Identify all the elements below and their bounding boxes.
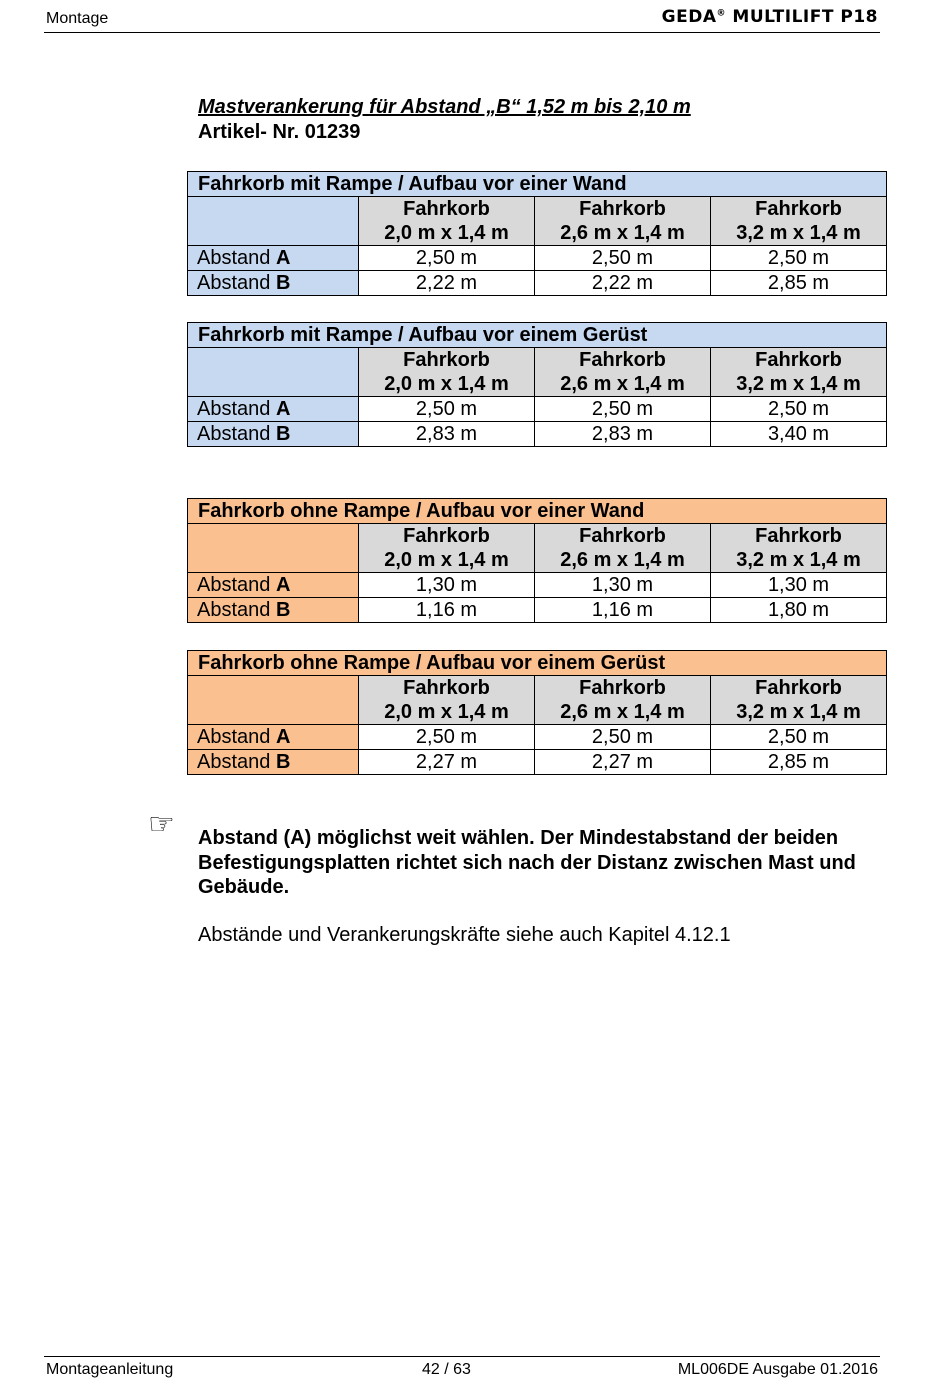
table-cell: 1,30 m	[535, 573, 711, 598]
row-label: Abstand A	[188, 246, 359, 271]
table-cell: 1,16 m	[535, 598, 711, 623]
spec-table-2	[187, 322, 887, 447]
header-empty-cell	[188, 197, 359, 246]
table-row	[188, 725, 887, 750]
column-header: Fahrkorb 3,2 m x 1,4 m	[711, 348, 887, 397]
table-cell: 2,22 m	[535, 271, 711, 296]
row-label: Abstand A	[188, 397, 359, 422]
table-cell: 2,50 m	[359, 246, 535, 271]
table-cell: 2,50 m	[535, 725, 711, 750]
brand-mark: ®	[716, 8, 726, 19]
brand-logo	[662, 7, 878, 27]
table-row	[188, 246, 887, 271]
footer-document: Montageanleitung	[46, 1361, 174, 1378]
table-caption: Fahrkorb ohne Rampe / Aufbau vor einem Gerüst	[188, 651, 887, 676]
footer-page-number: 42 / 63	[422, 1361, 471, 1378]
table-cell: 2,50 m	[711, 246, 887, 271]
row-label: Abstand B	[188, 271, 359, 296]
header-empty-cell	[188, 524, 359, 573]
spec-table-4	[187, 650, 887, 775]
table-cell: 1,16 m	[359, 598, 535, 623]
table-cell: 1,80 m	[711, 598, 887, 623]
footer-rule	[44, 1356, 880, 1357]
footer-edition: ML006DE Ausgabe 01.2016	[677, 1361, 878, 1378]
product-name: MULTILIFT P18	[732, 7, 878, 27]
table-cell: 2,50 m	[711, 397, 887, 422]
row-label: Abstand A	[188, 573, 359, 598]
column-header: Fahrkorb 2,6 m x 1,4 m	[535, 676, 711, 725]
column-header: Fahrkorb 3,2 m x 1,4 m	[711, 524, 887, 573]
table-row	[188, 750, 887, 775]
table-cell: 2,83 m	[359, 422, 535, 447]
reference-text: Abstände und Verankerungskräfte siehe auch Kapitel 4.12.1	[198, 924, 731, 946]
table-cell: 3,40 m	[711, 422, 887, 447]
table-caption: Fahrkorb mit Rampe / Aufbau vor einer Wand	[188, 172, 887, 197]
table-caption: Fahrkorb mit Rampe / Aufbau vor einem Gerüst	[188, 323, 887, 348]
table-row	[188, 271, 887, 296]
column-header: Fahrkorb 2,0 m x 1,4 m	[359, 676, 535, 725]
column-header: Fahrkorb 2,6 m x 1,4 m	[535, 524, 711, 573]
brand-name: GEDA	[661, 7, 717, 27]
table-row	[188, 573, 887, 598]
column-header: Fahrkorb 3,2 m x 1,4 m	[711, 676, 887, 725]
row-label: Abstand B	[188, 598, 359, 623]
pointing-hand-icon: ☞	[148, 808, 175, 841]
table-row	[188, 422, 887, 447]
table-cell: 1,30 m	[359, 573, 535, 598]
table-cell: 2,27 m	[535, 750, 711, 775]
page-title: Mastverankerung für Abstand „B“ 1,52 m bis 2,10 m	[198, 96, 691, 118]
table-cell: 2,85 m	[711, 750, 887, 775]
table-cell: 2,83 m	[535, 422, 711, 447]
table-cell: 2,50 m	[711, 725, 887, 750]
column-header: Fahrkorb 2,0 m x 1,4 m	[359, 524, 535, 573]
column-header: Fahrkorb 2,0 m x 1,4 m	[359, 197, 535, 246]
column-header: Fahrkorb 2,0 m x 1,4 m	[359, 348, 535, 397]
table-caption: Fahrkorb ohne Rampe / Aufbau vor einer Wand	[188, 499, 887, 524]
row-label: Abstand B	[188, 750, 359, 775]
spec-table-3	[187, 498, 887, 623]
column-header: Fahrkorb 2,6 m x 1,4 m	[535, 348, 711, 397]
header-section: Montage	[46, 10, 109, 27]
table-cell: 2,50 m	[359, 397, 535, 422]
table-cell: 2,50 m	[535, 246, 711, 271]
header-empty-cell	[188, 348, 359, 397]
table-cell: 2,85 m	[711, 271, 887, 296]
note-text: Abstand (A) möglichst weit wählen. Der Mindestabstand der beiden Befestigungsplatten richtet sich nach der Distanz zwischen Mast und Gebäude.	[198, 827, 856, 898]
row-label: Abstand A	[188, 725, 359, 750]
table-cell: 2,50 m	[535, 397, 711, 422]
spec-table-1	[187, 171, 887, 296]
table-cell: 1,30 m	[711, 573, 887, 598]
table-cell: 2,50 m	[359, 725, 535, 750]
article-number: Artikel- Nr. 01239	[198, 121, 361, 143]
header-empty-cell	[188, 676, 359, 725]
column-header: Fahrkorb 3,2 m x 1,4 m	[711, 197, 887, 246]
header-rule	[44, 32, 880, 33]
row-label: Abstand B	[188, 422, 359, 447]
column-header: Fahrkorb 2,6 m x 1,4 m	[535, 197, 711, 246]
table-cell: 2,27 m	[359, 750, 535, 775]
table-cell: 2,22 m	[359, 271, 535, 296]
table-row	[188, 598, 887, 623]
table-row	[188, 397, 887, 422]
